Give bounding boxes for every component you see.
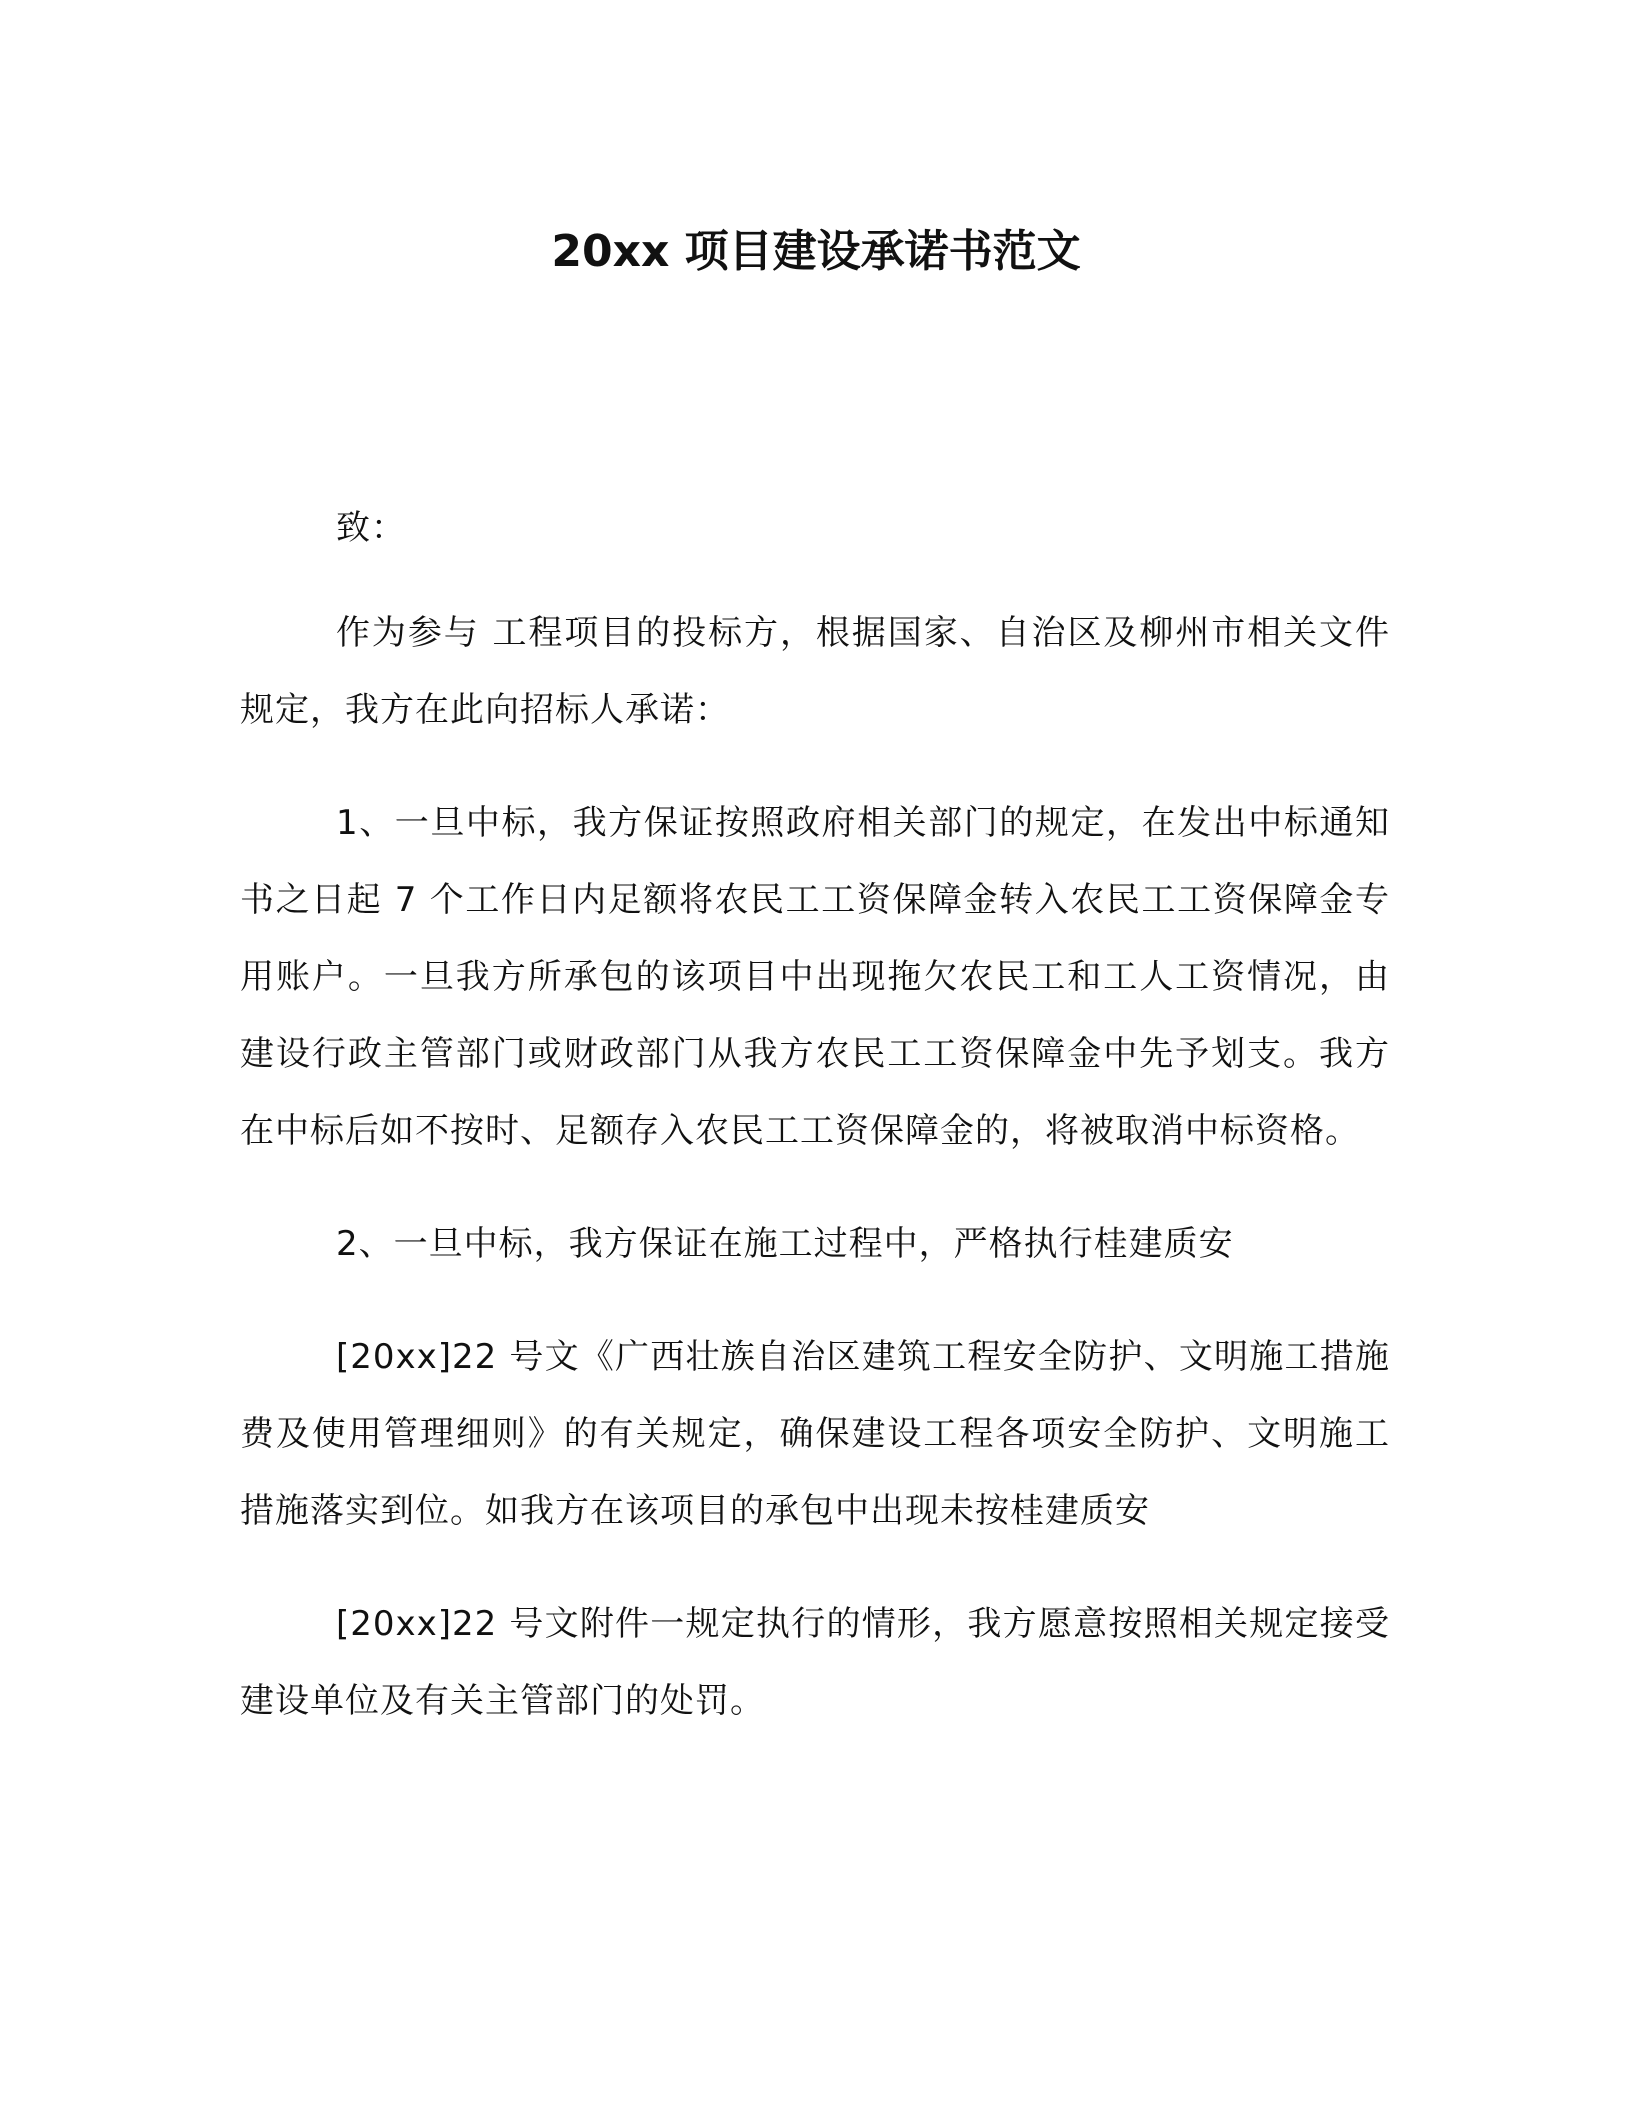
salutation: 致： — [336, 508, 406, 548]
paragraph-commitment-2: 2、一旦中标，我方保证在施工过程中，严格执行桂建质安 — [336, 1224, 1234, 1264]
paragraph-intro: 作为参与 工程项目的投标方，根据国家、自治区及柳州市相关文件规定，我方在此向招标人承诺： — [240, 613, 1390, 730]
document-body — [240, 490, 1390, 1776]
paragraph-commitment-2-detail: [20xx]22 号文《广西壮族自治区建筑工程安全防护、文明施工措施费及使用管理细则》的有关规定，确保建设工程各项安全防护、文明施工措施落实到位。如我方在该项目的承包中出现未按桂建质安 — [240, 1337, 1390, 1531]
document-title: 20xx 项目建设承诺书范文 — [551, 226, 1081, 277]
paragraph-commitment-1: 1、一旦中标，我方保证按照政府相关部门的规定，在发出中标通知书之日起 7 个工作日内足额将农民工工资保障金转入农民工工资保障金专用账户。一旦我方所承包的该项目中出现拖欠农民工和工人工资情况，由建设行政主管部门或财政部门从我方农民工工资保障金中先予划支。我方在中标后如不按时、足额存入农民工工资保障金的，将被取消中标资格。 — [240, 803, 1390, 1151]
paragraph-commitment-2-penalty: [20xx]22 号文附件一规定执行的情形，我方愿意按照相关规定接受建设单位及有关主管部门的处罚。 — [240, 1604, 1390, 1721]
